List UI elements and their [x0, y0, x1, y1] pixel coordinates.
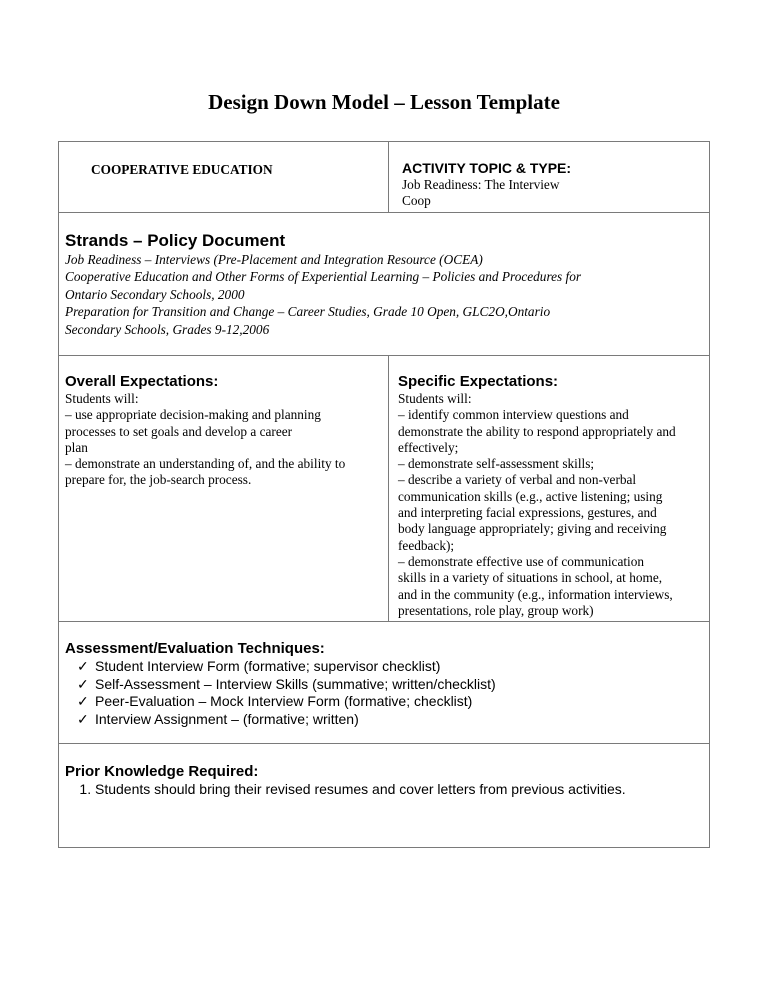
specific-line: skills in a variety of situations in school, at home, [398, 570, 663, 586]
strands-row [59, 212, 709, 355]
list-item [77, 676, 709, 694]
assessment-row [59, 621, 709, 743]
specific-line: effectively; [398, 439, 459, 455]
specific-cell [389, 356, 709, 621]
strand-line: Cooperative Education and Other Forms of Experiential Learning – Policies and Procedures for [65, 269, 582, 285]
header-row [59, 142, 709, 212]
assessment-item: Self-Assessment – Interview Skills (summative; written/checklist) [95, 675, 496, 692]
specific-line: – describe a variety of verbal and non-verbal [398, 472, 637, 488]
prior-heading: Prior Knowledge Required: [65, 763, 259, 780]
strand-line: Preparation for Transition and Change – Career Studies, Grade 10 Open, GLC2O,Ontario [65, 304, 551, 320]
specific-line: – identify common interview questions and [398, 407, 629, 423]
specific-line: – demonstrate effective use of communication [398, 553, 645, 569]
overall-line: processes to set goals and develop a career [65, 423, 293, 439]
assessment-heading: Assessment/Evaluation Techniques: [65, 640, 325, 657]
checkmark-icon: ✓ [77, 675, 89, 692]
strands-heading: Strands – Policy Document [65, 231, 286, 250]
specific-line: body language appropriately; giving and receiving [398, 521, 667, 537]
subject-cell [59, 142, 389, 212]
strand-line: Job Readiness – Interviews (Pre-Placement and Integration Resource (OCEA) [65, 252, 483, 267]
overall-line: – use appropriate decision-making and planning [65, 407, 321, 423]
overall-line: plan [65, 439, 88, 455]
assessment-item: Student Interview Form (formative; supervisor checklist) [95, 658, 441, 674]
overall-cell [59, 356, 389, 621]
activity-lines [402, 177, 709, 208]
specific-line: and in the community (e.g., information interviews, [398, 586, 673, 602]
list-item: 1. Students should bring their revised resumes and cover letters from previous activities. [95, 781, 709, 799]
checkmark-icon: ✓ [77, 693, 89, 709]
activity-line: Coop [402, 192, 431, 208]
overall-line: Students will: [65, 391, 139, 406]
lesson-template-table [58, 141, 710, 848]
strand-line: Secondary Schools, Grades 9-12,2006 [65, 321, 270, 337]
specific-lines [398, 391, 709, 619]
specific-line: and interpreting facial expressions, gestures, and [398, 505, 657, 521]
overall-lines [65, 391, 388, 489]
specific-line: presentations, role play, group work) [398, 602, 594, 618]
assessment-list [65, 658, 709, 728]
page-title: Design Down Model – Lesson Template [208, 90, 560, 114]
strand-line: Ontario Secondary Schools, 2000 [65, 286, 245, 302]
list-item [77, 711, 709, 729]
list-item [77, 658, 709, 676]
subject-label: COOPERATIVE EDUCATION [91, 162, 273, 177]
activity-cell [389, 142, 709, 212]
activity-line: Job Readiness: The Interview [402, 177, 560, 192]
prior-knowledge-row [59, 743, 709, 847]
prior-list [65, 781, 709, 799]
overall-line: – demonstrate an understanding of, and the ability to [65, 456, 346, 472]
checkmark-icon: ✓ [77, 710, 89, 727]
specific-line: communication skills (e.g., active listening; using [398, 488, 663, 504]
overall-heading: Overall Expectations: [65, 373, 219, 390]
list-item [77, 693, 709, 711]
specific-line: feedback); [398, 537, 455, 553]
checkmark-icon: ✓ [77, 658, 89, 674]
specific-heading: Specific Expectations: [398, 373, 559, 390]
specific-line: – demonstrate self-assessment skills; [398, 456, 595, 472]
specific-line: Students will: [398, 391, 472, 406]
specific-line: demonstrate the ability to respond appropriately and [398, 423, 676, 439]
activity-heading: ACTIVITY TOPIC & TYPE: [402, 160, 572, 176]
expectations-row [59, 355, 709, 621]
strands-lines [65, 251, 709, 338]
assessment-item: Peer-Evaluation – Mock Interview Form (formative; checklist) [95, 693, 473, 709]
overall-line: prepare for, the job-search process. [65, 472, 252, 488]
assessment-item: Interview Assignment – (formative; written) [95, 710, 359, 727]
